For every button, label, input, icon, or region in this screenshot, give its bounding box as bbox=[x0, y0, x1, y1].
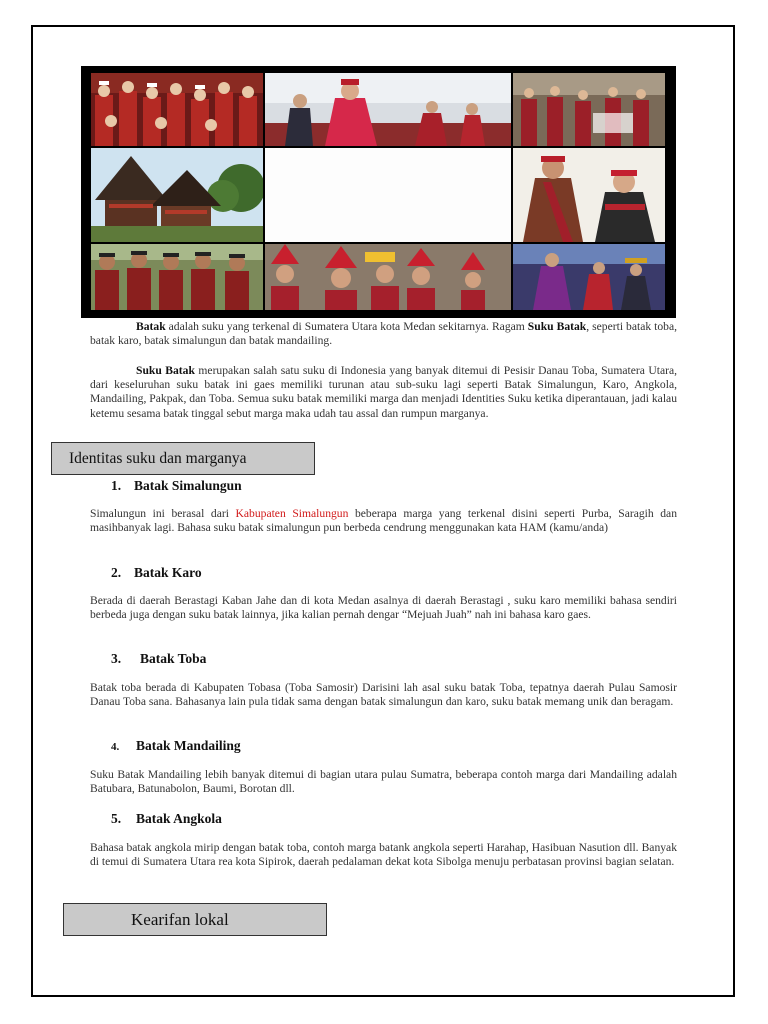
item-text-b: beberapa marga yang terkenal disini seperti Purba, Saragih dan masihbanyak lagi. Bahasa suku batak simalungun pun berbeda cendrung menggunakan kata HAM (kamu/anda) bbox=[90, 507, 678, 535]
section-kearifan-title: Kearifan lokal bbox=[131, 909, 229, 929]
dancers-photo bbox=[265, 73, 511, 146]
intro-paragraph-1 bbox=[90, 320, 677, 348]
item-heading-mandailing bbox=[111, 738, 241, 754]
item-title: Batak Toba bbox=[140, 651, 207, 666]
intro-bold-batak: Batak bbox=[136, 320, 166, 333]
men-group-photo bbox=[91, 244, 263, 310]
item-text: Bahasa batak angkola mirip dengan batak toba, contoh marga batank angkola seperti Harahap, Hasibuan Nasution dll. Banyak di temui di Sumatera Utara rea kota Sipirok, daerah pedalaman dekat kota Sibolga menuju perbatasan provinsi bagian selatan. bbox=[90, 841, 677, 869]
item-heading-toba bbox=[111, 651, 206, 667]
headdress-group-photo bbox=[265, 244, 511, 310]
section-heading-identitas bbox=[51, 442, 315, 475]
item-title: Batak Angkola bbox=[136, 811, 222, 826]
item-number: 5. bbox=[111, 811, 122, 826]
couple-costume-photo bbox=[513, 148, 665, 242]
item-paragraph-toba bbox=[90, 681, 677, 709]
section-identitas-title: Identitas suku dan marganya bbox=[69, 449, 247, 467]
item-paragraph-mandailing bbox=[90, 768, 677, 796]
item-paragraph-karo bbox=[90, 594, 677, 622]
batak-photo-collage bbox=[81, 66, 676, 318]
item-heading-angkola bbox=[111, 811, 222, 827]
intro-text-a: adalah suku yang terkenal di Sumatera Utara kota Medan sekitarnya. Ragam bbox=[165, 320, 528, 333]
intro-text-b: , seperti batak toba, batak karo, batak simalungun dan batak mandailing. bbox=[90, 320, 678, 348]
item-text: Berada di daerah Berastagi Kaban Jahe dan di kota Medan asalnya di daerah Berastagi , suku karo memiliki bahasa sendiri berbeda juga dengan suku batak lainnya, jika kalian pernah dengar “Mejuah Juah” nah ini bahasa karo gaes. bbox=[90, 594, 677, 622]
group-dance-photo bbox=[513, 73, 665, 146]
crowd-red-costume-photo bbox=[91, 73, 263, 146]
intro-bold-suku-batak: Suku Batak bbox=[527, 320, 587, 333]
item-number: 2. bbox=[111, 565, 122, 580]
kabupaten-simalungun-link[interactable]: Kabupaten Simalungun bbox=[235, 507, 349, 520]
item-text: Batak toba berada di Kabupaten Tobasa (Toba Samosir) Darisini lah asal suku batak Toba, tepatnya daerah Pulau Samosir Danau Toba sana. Bahasanya lain pula tidak sama dengan batak simalungun dan karo, suku batak memang unik dan beragam. bbox=[90, 681, 677, 709]
item-number: 3. bbox=[111, 651, 122, 666]
intro2-text: merupakan salah satu suku di Indonesia yang banyak ditemui di Pesisir Danau Toba, Sumatera Utara, dari keseluruhan suku batak ini gaes memiliki turunan atau sub-suku lagi seperti Batak Simalungun, Karo, Angkola, Mandailing, Pakpak, dan Toba. Semua suku batak memiliki marga dan menjadi Identities Suku ketika diperantauan, jadi kalau ketemu sesama batak tinggal sebut marga maka udah tau assal dan rumpun marganya. bbox=[90, 364, 678, 420]
item-number: 1. bbox=[111, 478, 122, 493]
item-title: Batak Mandailing bbox=[136, 738, 241, 753]
intro2-bold-suku-batak: Suku Batak bbox=[136, 364, 195, 377]
item-paragraph-angkola bbox=[90, 841, 677, 869]
item-paragraph-simalungun bbox=[90, 507, 677, 535]
intro-paragraph-2 bbox=[90, 364, 677, 421]
section-heading-kearifan-lokal bbox=[63, 903, 327, 936]
blank-photo-area bbox=[265, 148, 511, 242]
item-number: 4. bbox=[111, 741, 120, 753]
item-text: Suku Batak Mandailing lebih banyak ditemui di bagian utara pulau Sumatra, beberapa contoh marga dari Mandailing adalah Batubara, Batunabolon, Baumi, Borotan dll. bbox=[90, 768, 677, 796]
item-title: Batak Simalungun bbox=[134, 478, 242, 493]
item-title: Batak Karo bbox=[134, 565, 202, 580]
performers-stage-photo bbox=[513, 244, 665, 310]
item-heading-simalungun bbox=[111, 478, 242, 494]
item-text-a: Simalungun ini berasal dari bbox=[90, 507, 236, 520]
traditional-house-photo bbox=[91, 148, 263, 242]
item-heading-karo bbox=[111, 565, 202, 581]
